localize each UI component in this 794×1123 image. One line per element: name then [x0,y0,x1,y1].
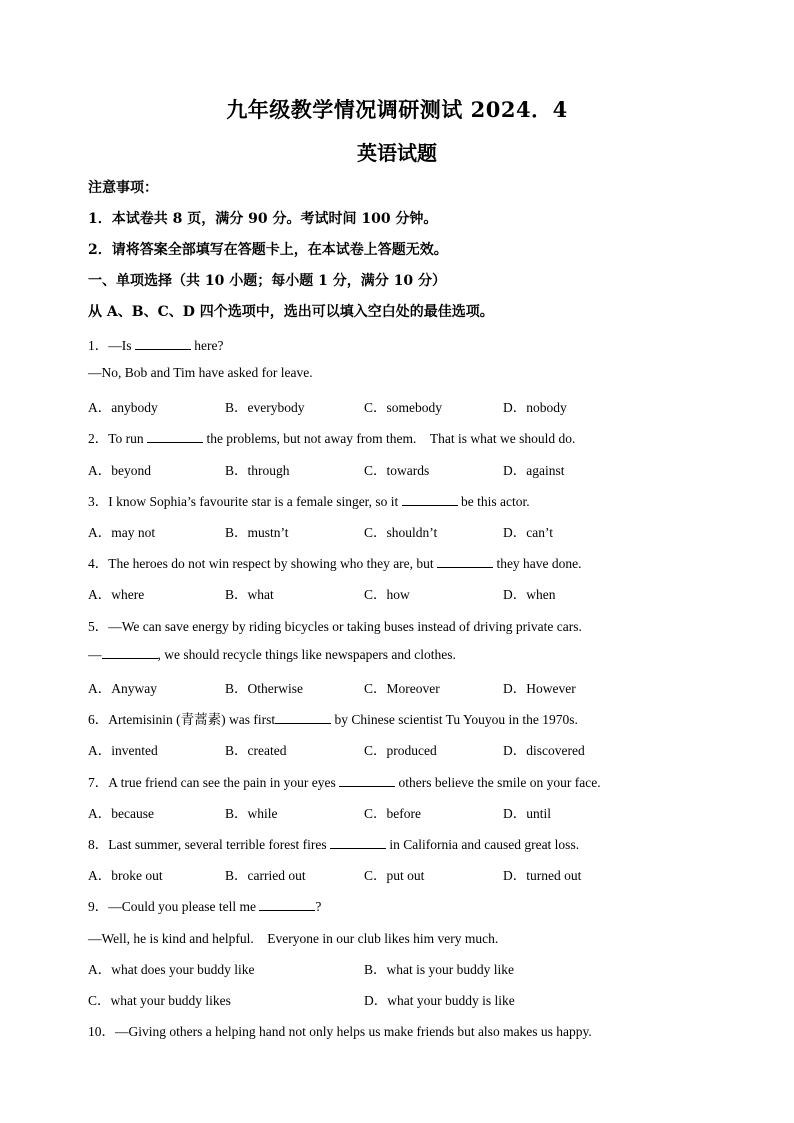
section-instruction: 从 A、B、C、D 四个选项中，选出可以填入空白处的最佳选项。 [88,304,494,320]
option-a: A．beyond [88,463,151,478]
option-c: C．what your buddy likes [88,993,231,1008]
option-b: B．mustn’t [225,525,289,540]
question-stem [88,490,530,510]
option-b: B．what [225,587,274,602]
option-c: C．produced [364,743,437,758]
stem-text: 8．Last summer, several terrible forest fires [88,837,330,852]
option-b: B．through [225,463,290,478]
option-a: A．what does your buddy like [88,962,255,977]
stem-text: 1．—Is [88,338,135,353]
option-c: C．before [364,806,421,821]
stem-text: 4．The heroes do not win respect by showing who they are, but [88,556,438,571]
option-c: C．Moreover [364,681,440,696]
option-d: D．However [503,681,576,696]
stem-text: , we should recycle things like newspapers and clothes. [157,647,456,662]
option-c: C．how [364,587,410,602]
stem-text: here? [190,338,224,353]
option-a: A．where [88,587,145,602]
option-c: C．somebody [364,400,443,415]
answer-blank [437,555,493,568]
option-d: D．what your buddy is like [364,993,515,1008]
stem-text: ? [315,899,322,914]
stem-text: 9．—Could you please tell me [88,899,260,914]
stem-text: in California and caused great loss. [386,837,580,852]
stem-text: 6．Artemisinin (青蒿素) was first [88,712,276,727]
stem-text: 2．To run [88,431,148,446]
option-b: B．created [225,743,287,758]
question-stem [88,895,321,915]
answer-blank [135,337,191,350]
option-b: B．while [225,806,278,821]
option-a: A．because [88,806,154,821]
option-d: D．against [503,463,565,478]
note-item: 2．请将答案全部填写在答题卡上，在本试卷上答题无效。 [88,242,448,258]
stem-text: the problems, but not away from them. That is what we should do. [203,431,576,446]
stem-text: they have done. [493,556,582,571]
answer-blank [339,774,395,787]
option-d: D．until [503,806,552,821]
option-c: C．put out [364,868,425,883]
question-stem [88,334,223,354]
stem-text: others believe the smile on your face. [395,775,601,790]
option-c: C．shouldn’t [364,525,438,540]
option-a: A．broke out [88,868,163,883]
option-a: A．Anyway [88,681,157,696]
question-stem [88,771,601,791]
option-d: D．turned out [503,868,582,883]
option-b: B．everybody [225,400,305,415]
question-dialogue: —No, Bob and Tim have asked for leave. [88,365,313,380]
question-stem [88,833,579,853]
option-b: B．what is your buddy like [364,962,514,977]
notes-heading: 注意事项： [88,180,158,196]
answer-blank [102,646,158,659]
exam-subtitle: 英语试题 [357,141,437,165]
section-heading: 一、单项选择（共 10 小题；每小题 1 分，满分 10 分） [88,273,446,289]
question-stem [88,646,456,663]
answer-blank [147,430,203,443]
stem-text: be this actor. [457,494,530,509]
stem-text: by Chinese scientist Tu Youyou in the 1970s. [331,712,578,727]
question-stem [88,708,578,728]
answer-blank [259,898,315,911]
option-d: D．nobody [503,400,567,415]
option-a: A．may not [88,525,156,540]
question-stem [88,552,582,572]
question-stem [88,427,575,447]
option-b: B．carried out [225,868,306,883]
option-d: D．discovered [503,743,585,758]
note-item: 1．本试卷共 8 页，满分 90 分。考试时间 100 分钟。 [88,211,438,227]
option-b: B．Otherwise [225,681,303,696]
option-c: C．towards [364,463,430,478]
answer-blank [402,493,458,506]
question-dialogue: —Well, he is kind and helpful. Everyone in our club likes him very much. [88,931,499,946]
option-a: A．anybody [88,400,158,415]
exam-title: 九年级教学情况调研测试 2024．4 [226,97,568,122]
question-dialogue: 10．—Giving others a helping hand not only helps us make friends but also makes us happy. [88,1024,592,1039]
question-dialogue: 5．—We can save energy by riding bicycles or taking buses instead of driving private cars. [88,619,582,634]
stem-text: 7．A true friend can see the pain in your eyes [88,775,340,790]
answer-blank [275,711,331,724]
option-d: D．can’t [503,525,553,540]
option-d: D．when [503,587,556,602]
answer-blank [330,836,386,849]
stem-text: — [88,647,102,662]
option-a: A．invented [88,743,158,758]
stem-text: 3．I know Sophia’s favourite star is a female singer, so it [88,494,402,509]
